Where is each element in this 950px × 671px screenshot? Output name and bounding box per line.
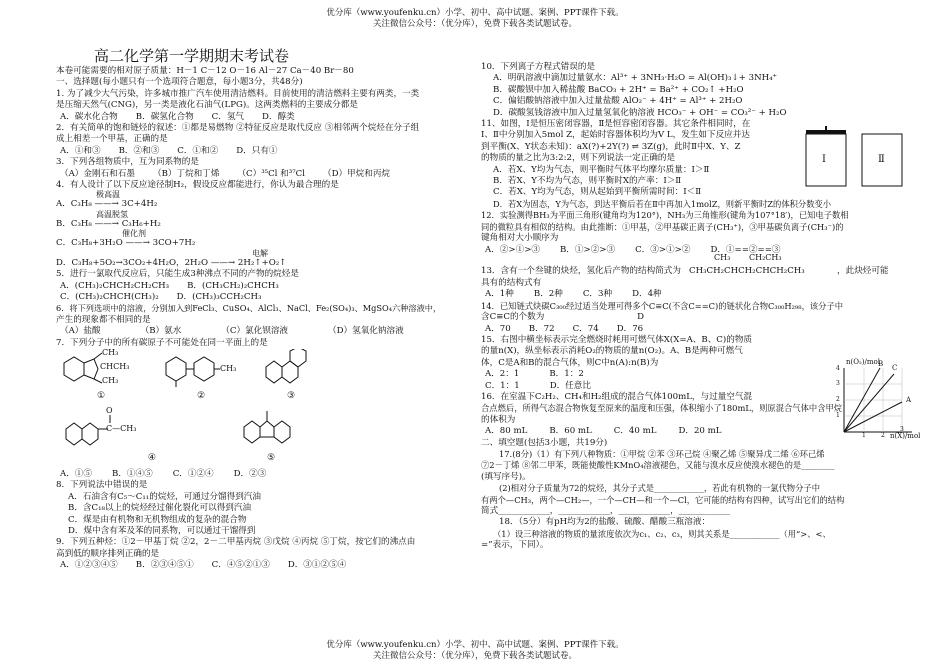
q16-stem-3: 的体积为 xyxy=(481,414,516,425)
q8-opt-d: D．煤中含有苯及苯的同系物，可以通过干馏得到 xyxy=(68,525,256,536)
q11-stem-4: 的物质的量之比为3:2:2，则下列说法一定正确的是 xyxy=(481,153,676,164)
q16-opt-a: A．80 mL xyxy=(485,426,528,437)
q12-options xyxy=(481,245,901,256)
q7-stem: 7．下列分子中的所有碳原子不可能处在同一平面上的是 xyxy=(56,337,268,348)
q6-stem-cont: 产生的现象都不相同的是 xyxy=(56,314,151,325)
vessel-label-2: Ⅱ xyxy=(878,154,885,165)
q2-opt-c: C．①和② xyxy=(177,145,219,156)
q12-stem-3: 键角相对大小顺序为 xyxy=(481,233,559,244)
q3-opt-c: （C）³⁵Cl 和³⁷Cl xyxy=(237,168,305,179)
q4-opt-a: A．C₃H₈ ——→ 3C+4H₂ xyxy=(56,199,158,210)
q3-opt-d: （D）甲烷和丙烷 xyxy=(322,168,391,179)
q2-stem: 2．有关简单的饱和链烃的叙述：①都是易燃物 ②特征反应是取代反应 ③相邻两个烷烃在分子组 xyxy=(56,123,420,134)
graph-line-c xyxy=(844,374,894,432)
section1-heading: 一、选择题(每小题只有一个选项符合题意，每小题3分，共48分) xyxy=(56,77,303,88)
q4-stem: 4．有人设计了以下反应途径制H₂，假设反应都能进行，你认为最合理的是 xyxy=(56,180,339,191)
q11-stem: 11、如图，Ⅰ是恒压密闭容器，Ⅱ是恒容密闭容器。其它条件相同时，在 xyxy=(481,119,751,130)
q4d-condition: 电解 xyxy=(252,248,268,258)
q16-stem-2: 合点燃后，所得气态混合物恢复至原来的温度和压强，体积缩小了180mL，则原混合气体中含甲烷 xyxy=(481,403,843,414)
q5-options-row1 xyxy=(56,281,476,292)
footer-line2: 关注微信公众号：（优分库），免费下载各类试题试卷。 xyxy=(372,651,577,661)
q1-opt-d: D．醇类 xyxy=(262,111,295,122)
q3-opt-b: （B）丁烷和丁烯 xyxy=(152,168,220,179)
q6-stem: 6．将下列选项中的溶液，分别加入到FeCl₃、CuSO₄、AlCl₃、NaCl、Fe₂(SO₄)₃、MgSO₄六种溶液中， xyxy=(56,303,442,314)
q17-stem-3: (填写序号)。 xyxy=(481,471,531,482)
methylfluorene-structure-icon xyxy=(236,407,306,453)
q13-stem: 13．含有一个叁键的炔烃，氢化后产物的结构简式为 xyxy=(481,265,681,276)
q17-part2-cont: 有两个—CH₃，两个—CH₂—，一个—CH—和一个—Cl，它可能的结构有四种，试写出它们的结构 xyxy=(481,494,845,505)
q14-stem: 14．已知链式炔碳C₃₀₀经过适当处理可得多个C≡C(不含C==C)的链状化合物C₃₀₀H₂₉₈，该分子中 xyxy=(481,300,844,311)
q10-opt-b: B．碳酸钡中加入稀盐酸 BaCO₃ + 2H⁺ = Ba²⁺ + CO₂↑ +H₂O xyxy=(493,84,744,95)
q7-opt-a: A．①⑤ xyxy=(60,468,92,479)
q9-opt-a: A．①②③④⑤ xyxy=(60,560,118,571)
q7-options xyxy=(56,469,476,480)
q7-structure-2 xyxy=(156,349,246,402)
q14-opt-a: A．70 xyxy=(485,323,511,334)
graph-x-tick-3: 3 xyxy=(900,426,904,433)
q18-part1: （1）设三种溶液的物质的量浓度依次为c₁、c₂、c₃，则其关系是____________（用“>、<、 xyxy=(493,528,831,539)
q15-graph xyxy=(832,358,922,440)
q13-stem-tail: ，此炔烃可能 xyxy=(837,265,889,276)
graph-label-c: C xyxy=(892,364,898,372)
q7-structure-3 xyxy=(256,349,326,402)
q15-opt-d: D．任意比 xyxy=(549,380,591,391)
q1-stem-cont: 是压缩天然气(CNG)，另一类是液化石油气(LPG)。这两类燃料的主要成分都是 xyxy=(56,100,358,111)
q11-stem-2: Ⅰ、Ⅱ中分别加入5mol Z，起始时容器体积均为V L，发生如下反应并达 xyxy=(481,130,750,141)
q7-label-1: ① xyxy=(96,390,106,401)
q4b-condition: 高温脱氢 xyxy=(96,209,128,219)
q3-options xyxy=(56,169,476,180)
q5-stem: 5．进行一氯取代反应后，只能生成3种沸点不同的产物的烷烃是 xyxy=(56,269,299,280)
q2-opt-a: A．①和③ xyxy=(60,145,101,156)
q13-opt-b: B．2种 xyxy=(533,289,563,300)
q13-opt-d: D．4种 xyxy=(632,289,662,300)
q2-opt-b: B．②和③ xyxy=(118,145,160,156)
q10-opt-a: A．明矾溶液中滴加过量氨水：Al³⁺ + 3NH₃·H₂O = Al(OH)₃↓+ 3NH₄⁺ xyxy=(493,73,778,84)
q7-structures xyxy=(56,349,476,469)
q13-branch-2: CH₂CH₃ xyxy=(749,252,782,262)
q6-opt-c: （C）氯化钡溶液 xyxy=(221,326,289,337)
q16-stem: 16．在室温下C₂H₂、CH₄和H₂组成的混合气体100mL，与过量空气混 xyxy=(481,391,753,402)
q7-s1-group-mid: CHCH₃ xyxy=(100,361,130,371)
q15-opt-b: B．1：2 xyxy=(549,369,584,380)
q4-opt-d: D．C₃H₈+5O₂→3CO₂+4H₂O，2H₂O ——→ 2H₂↑+O₂↑ xyxy=(56,257,287,268)
exam-title: 高二化学第一学期期末考试卷 xyxy=(94,47,290,65)
page-header xyxy=(0,8,950,30)
q7-opt-b: B．①④⑤ xyxy=(112,468,153,479)
q14-opt-c: C．74 xyxy=(572,323,599,334)
q13-stem-cont: 具有的结构式有 xyxy=(481,277,542,288)
vessel-label-1: Ⅰ xyxy=(822,154,826,165)
q7-structure-1 xyxy=(56,349,146,402)
q9-options xyxy=(56,560,476,571)
q7-structure-4 xyxy=(56,405,176,464)
graph-x-tick-2: 2 xyxy=(881,432,885,439)
q6-opt-b: （B）氨水 xyxy=(140,326,182,337)
q1-stem: 1. 为了减少大气污染，许多城市推广汽车使用清洁燃料。目前使用的清洁燃料主要有两类，一类 xyxy=(56,88,420,99)
q14-answer: D xyxy=(637,312,644,323)
q5-opt-b: B．(CH₃CH₂)₂CHCH₃ xyxy=(187,280,279,291)
q13-options xyxy=(481,289,901,300)
q1-opt-a: A．碳水化合物 xyxy=(60,111,118,122)
q7-label-3: ③ xyxy=(286,390,296,401)
graph-y-tick-4: 4 xyxy=(836,365,840,372)
q12-opt-c: C．③>①>② xyxy=(635,244,691,255)
graph-y-tick-2: 2 xyxy=(836,396,840,403)
q9-opt-b: B．②③④⑤① xyxy=(135,560,194,571)
q7-s1-group-top: CH₃ xyxy=(102,347,119,357)
q9-opt-c: C．④⑤②①③ xyxy=(211,560,270,571)
q12-stem-2: 同的微粒具有相似的结构。由此推断：①甲基，②甲基碳正离子(CH₃⁺)，③甲基碳负离子(CH₃⁻)的 xyxy=(481,221,844,232)
q11-stem-3: 到平衡(X、Y状态未知)：aX(?)+2Y(?) ⇌ 3Z(g)，此时Ⅱ中X、Y、Z xyxy=(481,141,741,152)
q3-stem: 3．下列各组物质中，互为同系物的是 xyxy=(56,157,199,168)
graph-y-tick-1: 1 xyxy=(836,412,840,419)
q17-stem: 17.(8分)（1）有下列八种物质：①甲烷 ②苯 ③环己烷 ④聚乙烯 ⑤聚异戊二烯 ⑥环己烯 xyxy=(499,449,825,459)
q14-stem-text: 含C≡C的个数为 xyxy=(481,312,545,323)
q9-opt-d: D．③①②⑤④ xyxy=(287,560,347,571)
q7-s2-group: CH₃ xyxy=(220,363,237,373)
q5-opt-d: D．(CH₃)₃CCH₂CH₃ xyxy=(176,291,262,302)
header-line1: 优分库（www.youfenku.cn）小学、初中、高中试题、案例、PPT课件下载。 xyxy=(326,8,624,18)
q7-structure-5 xyxy=(236,407,306,464)
q13-branch-1: CH₃ xyxy=(714,252,731,262)
q17-part2: (2)相对分子质量为72的烷烃，其分子式是____________，若此有机物的一氯代物分子中 xyxy=(499,483,821,494)
q16-opt-b: B．60 mL xyxy=(549,426,592,437)
q13-line xyxy=(481,252,901,278)
graph-y-label: n(O₂)/mol xyxy=(846,358,880,366)
q15-stem-2: 的量n(X)，纵坐标表示消耗O₂的物质的量n(O₂)。A、B是两种可燃气 xyxy=(481,346,743,357)
q9-stem: 9．下列五种烃：①2－甲基丁烷 ②2，2－二甲基丙烷 ③戊烷 ④丙烷 ⑤丁烷，按它们的沸点由 xyxy=(56,537,416,548)
q6-options xyxy=(56,326,476,337)
q15-stem: 15．右图中横坐标表示完全燃烧时耗用可燃气体X(X=A、B、C)的物质 xyxy=(481,334,753,345)
q7-opt-d: D．②③ xyxy=(233,468,267,479)
q17-part2-answers: 简式____________，____________，____________，____________ xyxy=(481,506,731,517)
q2-opt-d: D．只有① xyxy=(236,145,278,156)
q16-opt-c: C．40 mL xyxy=(613,426,657,437)
graph-label-a: A xyxy=(906,396,912,404)
q10-opt-d: D．碳酸氢钱溶液中加入过量氢氧化钠溶液 HCO₃⁻ + OH⁻ = CO₃²⁻ + H₂O xyxy=(493,107,787,118)
page-footer xyxy=(0,640,950,662)
q8-opt-a: A．石油含有C₅～C₁₁的烷烃，可通过分馏得到汽油 xyxy=(68,491,261,502)
q3-opt-a: （A）金刚石和石墨 xyxy=(60,168,135,179)
q1-options xyxy=(56,112,476,123)
q8-stem: 8．下列说法中错误的是 xyxy=(56,480,148,491)
q1-opt-c: C．氢气 xyxy=(211,111,245,122)
q5-opt-c: C．(CH₃)₂CHCH(CH₃)₂ xyxy=(60,291,159,302)
q1-opt-b: B．碳氢化合物 xyxy=(135,111,194,122)
q15-stem-3: 体，C是A和B的混合气体，则C中n(A):n(B)为 xyxy=(481,357,659,368)
q18-stem: 18．（5分）有pH均为2的盐酸、硫酸、醋酸三瓶溶液： xyxy=(499,517,711,528)
q4a-condition: 极高温 xyxy=(96,190,120,200)
q7-label-4: ④ xyxy=(147,452,156,463)
phenanthrene-structure-icon xyxy=(256,349,326,391)
q2-options xyxy=(56,146,476,157)
q7-s4-group: C—CH₃ xyxy=(106,423,137,433)
q5-opt-a: A．(CH₃)₂CHCH₂CH₂CH₃ xyxy=(60,280,170,291)
q6-opt-d: （D）氢氧化钠溶液 xyxy=(328,326,404,337)
q4c-condition: 催化剂 xyxy=(122,229,146,239)
q4-opt-b: B．C₃H₈ ——→ C₃H₆+H₂ xyxy=(56,218,161,229)
q14-opt-d: D．76 xyxy=(616,323,644,334)
q8-opt-b: B．含C₁₈以上的烷烃经过催化裂化可以得到汽油 xyxy=(68,503,252,514)
q6-opt-a: （A）盐酸 xyxy=(60,326,101,337)
q12-opt-b: B．①>②>③ xyxy=(559,244,616,255)
q12-opt-a: A．②>①>③ xyxy=(485,244,540,255)
q10-stem: 10．下列离子方程式错误的是 xyxy=(481,62,596,72)
q14-opt-b: B．72 xyxy=(528,323,555,334)
q15-opt-c: C．1：1 xyxy=(485,380,520,391)
q10-opt-c: C．偏铝酸钠溶液中加入过量盐酸 AlO₂⁻ + 4H⁺ = Al³⁺ + 2H₂O xyxy=(493,96,743,107)
graph-x-label: n(X)/mol xyxy=(890,432,921,440)
q7-s1-group-bot: CH₃ xyxy=(102,375,119,385)
q15-opt-a: A．2：1 xyxy=(485,369,520,380)
header-line2: 关注微信公众号：（优分库），免费下载各类试题试卷。 xyxy=(372,19,577,29)
q11-opt-c: C．若X、Y均为气态，则从起始到平衡所需时间：Ⅰ＜Ⅱ xyxy=(493,187,702,198)
q4-opt-c: C．C₃H₈+3H₂O ——→ 3CO+7H₂ xyxy=(56,238,196,249)
q13-structure: CH₃CH₂CHCH₂CHCH₂CH₃ xyxy=(689,265,805,276)
graph-y-tick-3: 3 xyxy=(836,380,840,387)
q5-options-row2 xyxy=(56,292,476,303)
q11-opt-d: D．若X为固态，Y为气态，到达平衡后若在Ⅱ中再加入1molZ，则新平衡时Z的体积分数变小 xyxy=(493,198,832,209)
q13-opt-c: C．3种 xyxy=(582,289,613,300)
q8-opt-c: C．煤是由有机物和无机物组成的复杂的混合物 xyxy=(68,514,247,525)
q16-opt-d: D．20 mL xyxy=(678,426,722,437)
q11-opt-b: B．若X、Y不均为气态，则平衡时X的产率：Ⅰ＞Ⅱ xyxy=(493,176,682,187)
q14-stem-cont xyxy=(481,312,901,323)
q7-s4-oxygen: O xyxy=(106,405,113,415)
q12-opt-d: D．①==②==③ xyxy=(710,244,781,255)
q7-opt-c: C．①②④ xyxy=(172,468,214,479)
q11-opt-a: A．若X、Y均为气态，则平衡时气体平均摩尔质量：Ⅰ＞Ⅱ xyxy=(493,164,710,175)
footer-line1: 优分库（www.youfenku.cn）小学、初中、高中试题、案例、PPT课件下载。 xyxy=(326,640,624,650)
left-column xyxy=(56,46,476,572)
q17-stem-2: ⑦2－丁烯 ⑧邻二甲苯，既能使酸性KMnO₄溶液褪色，又能与溴水反应使溴水褪色的是________ xyxy=(481,460,835,471)
q18-part1-cont: =”表示，下同）。 xyxy=(481,540,549,551)
q12-stem: 12．实验测得BH₃为平面三角形(键角均为120°)，NH₃为三角锥形(键角为107°18′)，已知电子数相 xyxy=(481,210,849,221)
vessel-diagram-icon xyxy=(800,126,910,188)
q13-opt-a: A．1种 xyxy=(485,289,514,300)
q7-label-2: ② xyxy=(196,390,206,401)
graph-x-tick-1: 1 xyxy=(862,432,866,439)
q11-vessel-diagram xyxy=(800,126,910,188)
q9-stem-cont: 高到低的顺序排列正确的是 xyxy=(56,548,160,559)
section2-heading: 二、填空题(包括3小题，共19分) xyxy=(481,437,608,448)
atomic-mass-line: 本卷可能需要的相对原子质量：H－1 C－12 O－16 Al－27 Ca－40 Br－80 xyxy=(56,66,354,76)
graph-label-b: B xyxy=(878,360,884,368)
q2-stem-cont: 成上相差一个甲基，正确的是 xyxy=(56,134,168,145)
q14-options xyxy=(481,324,901,335)
q7-label-5: ⑤ xyxy=(266,452,276,463)
